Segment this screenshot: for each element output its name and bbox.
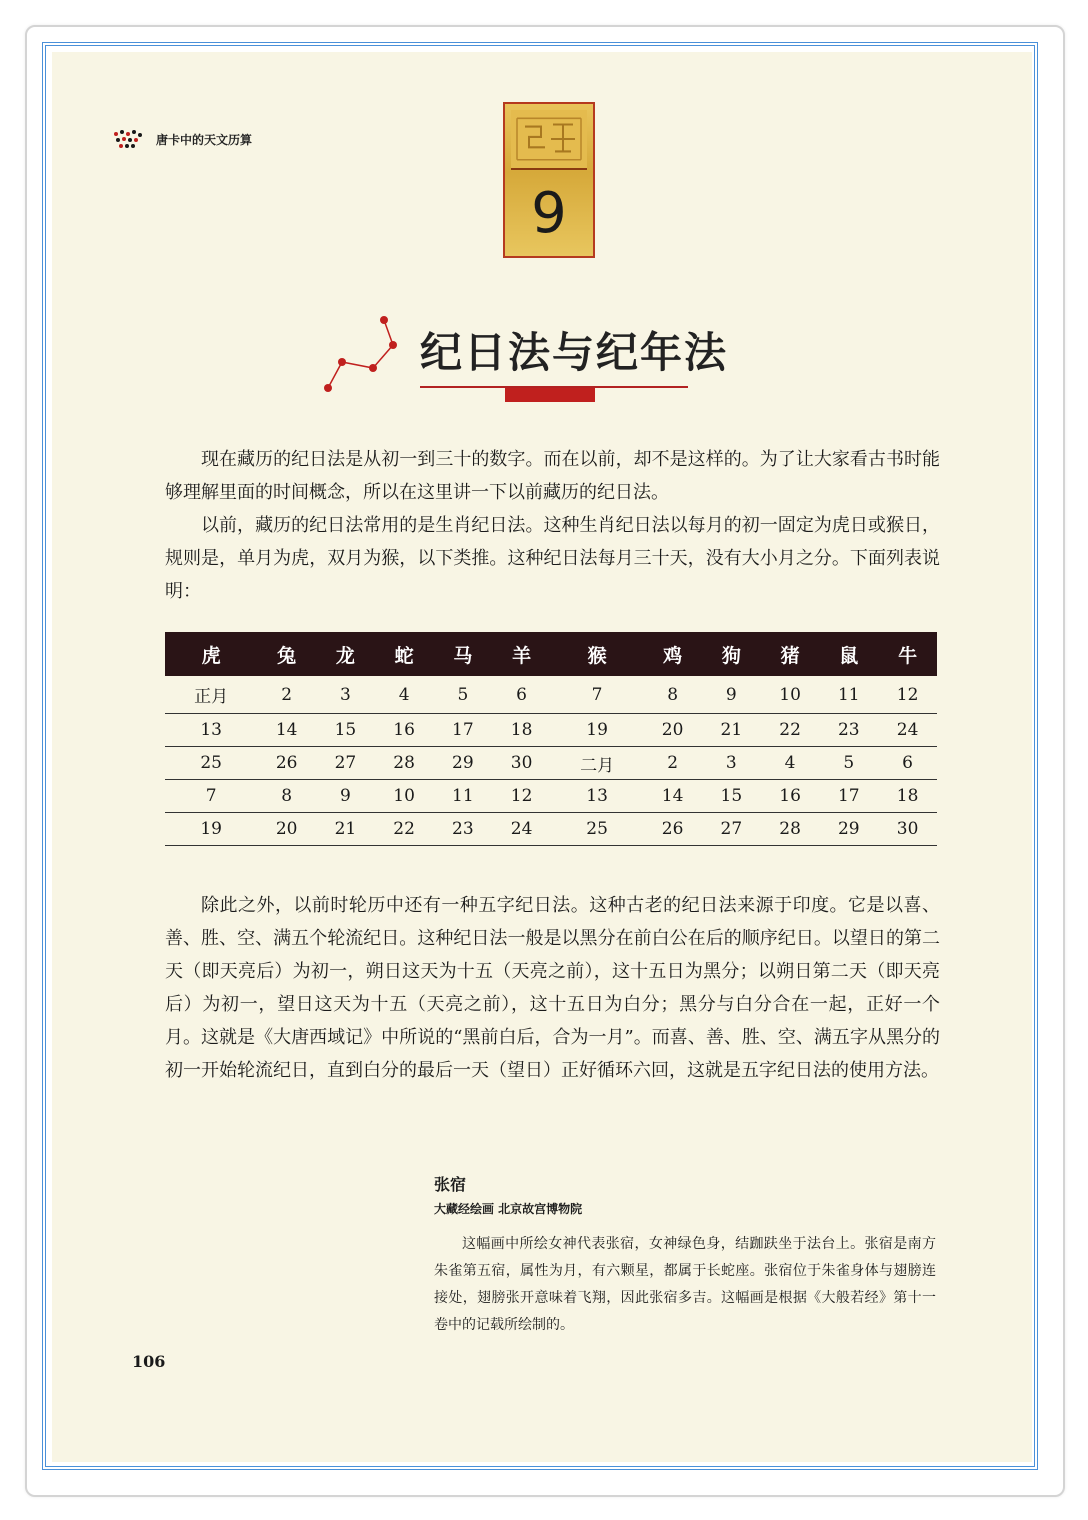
table-cell: 17 [433, 714, 492, 747]
caption-subtitle: 大藏经绘画 北京故宫博物院 [434, 1202, 583, 1216]
chapter-number: 9 [531, 181, 567, 246]
dots-logo-icon [112, 128, 144, 150]
table-cell: 29 [819, 813, 878, 846]
table-header-cell: 蛇 [375, 632, 434, 676]
table-cell: 12 [492, 780, 551, 813]
table-cell: 15 [316, 714, 375, 747]
table-header-cell: 羊 [492, 632, 551, 676]
table-cell: 13 [165, 714, 257, 747]
seal-pattern-icon [511, 110, 587, 168]
table-cell: 24 [492, 813, 551, 846]
table-cell: 8 [257, 780, 316, 813]
table-cell: 18 [878, 780, 937, 813]
table-cell: 20 [643, 714, 702, 747]
table-cell: 26 [257, 747, 316, 780]
table-cell: 20 [257, 813, 316, 846]
table-cell: 29 [433, 747, 492, 780]
table-header-cell: 猴 [551, 632, 643, 676]
intro-paragraph-2: 以前，藏历的纪日法常用的是生肖纪日法。这种生肖纪日法以每月的初一固定为虎日或猴日，规则是，单月为虎，双月为猴，以下类推。这种纪日法每月三十天，没有大小月之分。下面列表说明： [165, 515, 940, 602]
table-cell: 3 [316, 676, 375, 714]
table-row [165, 813, 937, 846]
table-cell: 13 [551, 780, 643, 813]
table-cell: 18 [492, 714, 551, 747]
table-row [165, 676, 937, 714]
table-cell: 12 [878, 676, 937, 714]
table-row [165, 780, 937, 813]
table-cell: 27 [702, 813, 761, 846]
table-cell: 2 [643, 747, 702, 780]
body-paragraph: 除此之外，以前时轮历中还有一种五字纪日法。这种古老的纪日法来源于印度。它是以喜、善、胜、空、满五个轮流纪日。这种纪日法一般是以黑分在前白公在后的顺序纪日。以望日的第二天（即天亮后）为初一，朔日这天为十五（天亮之前），这十五日为黑分；以朔日第二天（即天亮后）为初一，望日这天为十五（天亮之前），这十五日为白分；黑分与白分合在一起，正好一个月。这就是《大唐西域记》中所说的“黑前白后，合为一月”。而喜、善、胜、空、满五字从黑分的初一开始轮流纪日，直到白分的最后一天（望日）正好循环六回，这就是五字纪日法的使用方法。 [165, 895, 940, 1081]
table-cell: 6 [492, 676, 551, 714]
table-header-cell: 牛 [878, 632, 937, 676]
title-accent-block [505, 388, 595, 402]
table-cell: 4 [761, 747, 820, 780]
body-text [165, 889, 940, 1087]
caption-body [434, 1231, 936, 1339]
table-cell: 27 [316, 747, 375, 780]
table-header-cell: 马 [433, 632, 492, 676]
table-cell: 二月 [551, 747, 643, 780]
table-cell: 8 [643, 676, 702, 714]
caption-title: 张宿 [434, 1175, 467, 1194]
table-cell: 10 [375, 780, 434, 813]
table-cell: 11 [819, 676, 878, 714]
table-cell: 16 [761, 780, 820, 813]
table-header-cell: 兔 [257, 632, 316, 676]
page-title: 纪日法与纪年法 [420, 328, 729, 377]
table-cell: 5 [433, 676, 492, 714]
table-header-cell: 鸡 [643, 632, 702, 676]
caption-paragraph: 这幅画中所绘女神代表张宿，女神绿色身，结跏趺坐于法台上。张宿是南方朱雀第五宿，属性为月，有六颗星，都属于长蛇座。张宿位于朱雀身体与翅膀连接处，翅膀张开意味着飞翔，因此张宿多吉。这幅画是根据《大般若经》第十一卷中的记载所绘制的。 [434, 1236, 936, 1333]
table-cell: 3 [702, 747, 761, 780]
table-cell: 11 [433, 780, 492, 813]
page-number: 106 [132, 1352, 166, 1371]
table-cell: 21 [702, 714, 761, 747]
chapter-badge [503, 102, 595, 258]
table-cell: 23 [433, 813, 492, 846]
table-cell: 5 [819, 747, 878, 780]
table-cell: 30 [878, 813, 937, 846]
badge-seal-pattern [511, 110, 587, 170]
table-header-row [165, 632, 937, 676]
table-cell: 22 [375, 813, 434, 846]
table-cell: 14 [643, 780, 702, 813]
table-cell: 30 [492, 747, 551, 780]
table-cell: 28 [761, 813, 820, 846]
table-cell: 4 [375, 676, 434, 714]
table-cell: 28 [375, 747, 434, 780]
table-cell: 9 [316, 780, 375, 813]
table-header-cell: 鼠 [819, 632, 878, 676]
table-cell: 14 [257, 714, 316, 747]
table-header-cell: 虎 [165, 632, 257, 676]
table-cell: 25 [551, 813, 643, 846]
table-cell: 17 [819, 780, 878, 813]
table-cell: 23 [819, 714, 878, 747]
table-row [165, 714, 937, 747]
table-header-cell: 猪 [761, 632, 820, 676]
table-cell: 25 [165, 747, 257, 780]
table-cell: 2 [257, 676, 316, 714]
table-cell: 21 [316, 813, 375, 846]
table-cell: 19 [165, 813, 257, 846]
intro-paragraph-1: 现在藏历的纪日法是从初一到三十的数字。而在以前，却不是这样的。为了让大家看古书时能够理解里面的时间概念，所以在这里讲一下以前藏历的纪日法。 [165, 449, 940, 503]
table-cell: 7 [165, 780, 257, 813]
table-cell: 15 [702, 780, 761, 813]
running-head [112, 128, 252, 150]
table-header-cell: 狗 [702, 632, 761, 676]
intro-text [165, 443, 940, 608]
running-head-text: 唐卡中的天文历算 [156, 132, 253, 147]
table-cell: 26 [643, 813, 702, 846]
table-cell: 24 [878, 714, 937, 747]
zodiac-calendar-table [165, 632, 937, 846]
table-cell: 10 [761, 676, 820, 714]
table-cell: 6 [878, 747, 937, 780]
table-cell: 9 [702, 676, 761, 714]
table-cell: 22 [761, 714, 820, 747]
table-cell: 19 [551, 714, 643, 747]
table-header-cell: 龙 [316, 632, 375, 676]
table-row [165, 747, 937, 780]
table-cell: 16 [375, 714, 434, 747]
table-cell: 7 [551, 676, 643, 714]
table-cell: 正月 [165, 676, 257, 714]
constellation-icon [318, 310, 408, 400]
